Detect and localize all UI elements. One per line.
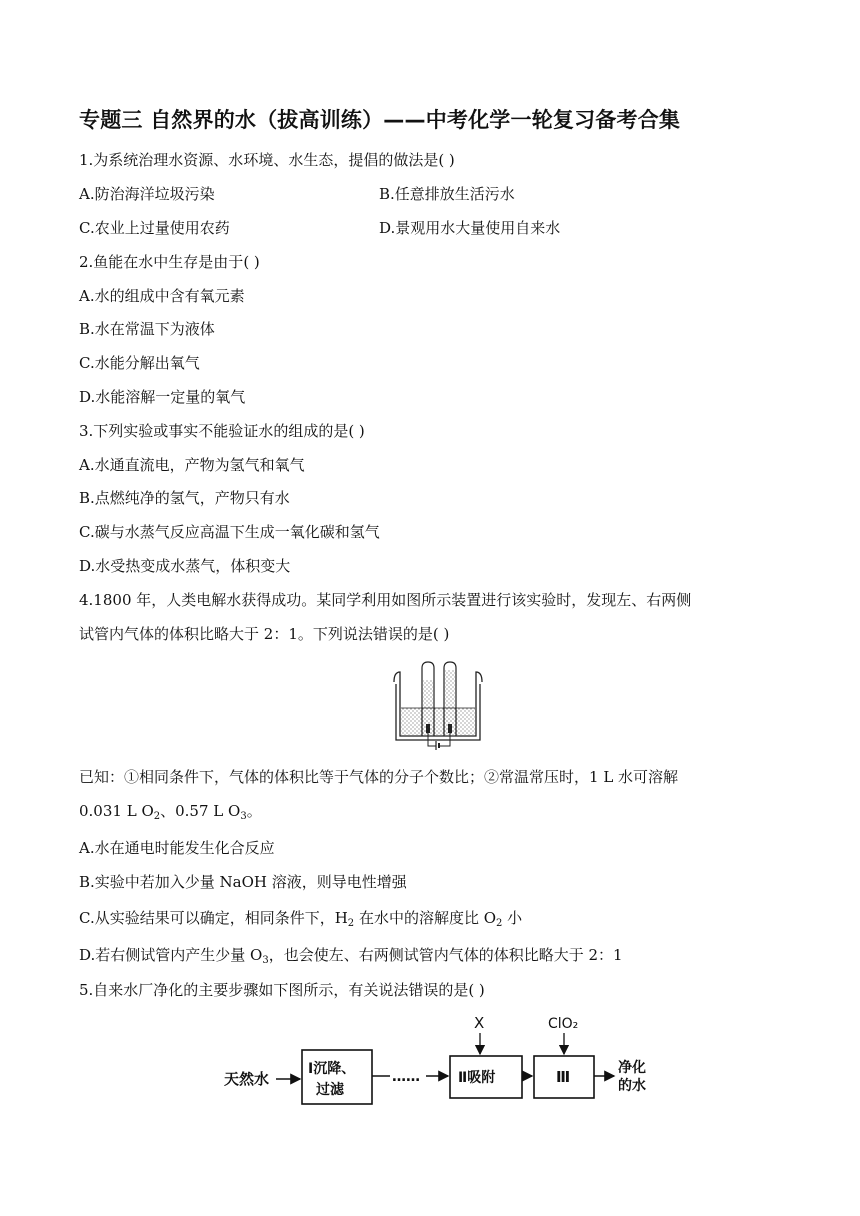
question-4-option-c: C.从实验结果可以确定，相同条件下，$H_2$ 在水中的溶解度比 $O_2$ 小	[79, 909, 523, 929]
question-3-option-a: A.水通直流电，产物为氢气和氧气	[79, 456, 305, 474]
flow-reagent-x-label: X	[474, 1014, 485, 1032]
flow-dots: ……	[392, 1069, 420, 1085]
page-title: 专题三 自然界的水（拔高训练）——中考化学一轮复习备考合集	[79, 108, 681, 132]
question-2-option-c: C.水能分解出氧气	[79, 354, 200, 372]
question-2-option-a: A.水的组成中含有氧元素	[79, 287, 245, 305]
question-1-option-b: B.任意排放生活污水	[379, 185, 515, 203]
question-3-option-d: D.水受热变成水蒸气，体积变大	[79, 557, 291, 575]
electrolysis-apparatus-figure	[388, 654, 488, 750]
question-4-option-a: A.水在通电时能发生化合反应	[79, 839, 275, 857]
question-4-option-b: B.实验中若加入少量 NaOH 溶液，则导电性增强	[79, 873, 407, 891]
question-1-stem: 1.为系统治理水资源、水环境、水生态，提倡的做法是( )	[79, 151, 455, 169]
flow-output-label-line-2: 的水	[618, 1078, 646, 1094]
flow-reagent-clo2-label: ClO₂	[548, 1016, 579, 1032]
question-2-stem: 2.鱼能在水中生存是由于( )	[79, 253, 260, 271]
question-4-known-line-1: 已知：①相同条件下，气体的体积比等于气体的分子个数比；②常温常压时，1 L 水可溶解	[79, 768, 679, 786]
question-4-stem-line-1: 4.1800 年，人类电解水获得成功。某同学利用如图所示装置进行该实验时，发现左、右两侧	[79, 591, 692, 609]
question-3-option-b: B.点燃纯净的氢气，产物只有水	[79, 489, 290, 507]
flow-step-1-label-line-2: 过滤	[316, 1082, 344, 1098]
question-2-option-d: D.水能溶解一定量的氧气	[79, 388, 246, 406]
question-5-stem: 5.自来水厂净化的主要步骤如下图所示，有关说法错误的是( )	[79, 981, 485, 999]
question-2-option-b: B.水在常温下为液体	[79, 320, 215, 338]
water-purification-flow-diagram	[220, 1012, 660, 1112]
flow-step-2-label: Ⅱ吸附	[458, 1070, 496, 1086]
question-3-option-c: C.碳与水蒸气反应高温下生成一氧化碳和氢气	[79, 523, 380, 541]
flow-output-label-line-1: 净化	[618, 1060, 646, 1076]
flow-step-1-label-line-1: Ⅰ沉降、	[308, 1061, 356, 1077]
question-1-option-c: C.农业上过量使用农药	[79, 219, 230, 237]
question-3-stem: 3.下列实验或事实不能验证水的组成的是( )	[79, 422, 365, 440]
flow-step-3-label: Ⅲ	[556, 1068, 571, 1086]
question-4-stem-line-2: 试管内气体的体积比略大于 2：1。下列说法错误的是( )	[79, 625, 450, 643]
question-4-option-d: D.若右侧试管内产生少量 $O_3$，也会使左、右两侧试管内气体的体积比略大于 2：1	[79, 946, 623, 966]
question-1-option-a: A.防治海洋垃圾污染	[79, 185, 215, 203]
question-4-known-line-2: 0.031 L $O_2$、0.57 L $O_3$。	[79, 802, 262, 822]
flow-input-label: 天然水	[224, 1070, 270, 1088]
question-1-option-d: D.景观用水大量使用自来水	[379, 219, 561, 237]
